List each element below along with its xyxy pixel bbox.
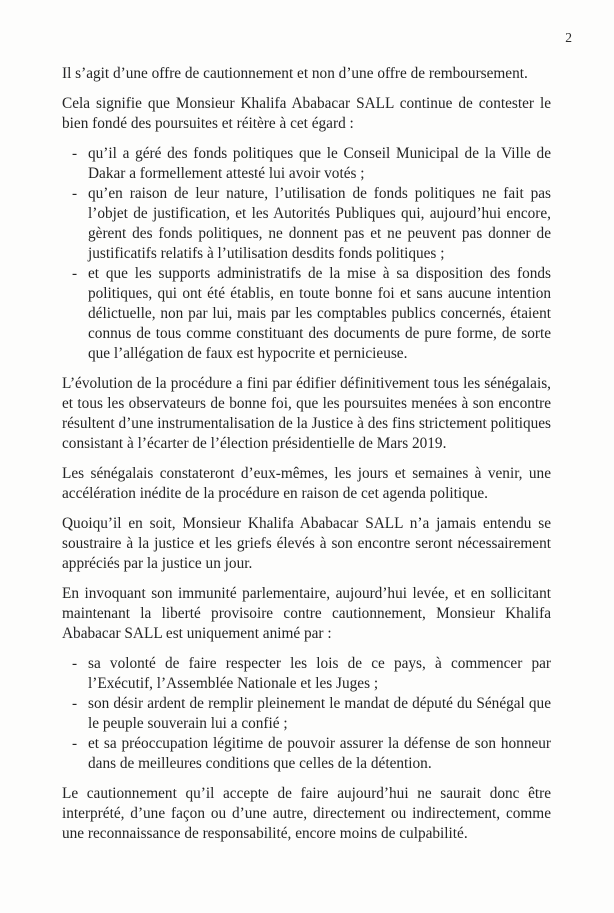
dash-bullet-marker: - [72, 655, 78, 672]
list-item-text: qu’il a géré des fonds politiques que le Conseil Municipal de la Ville de Dakar a formellement attesté lui avoir votés ; [88, 145, 551, 182]
dash-bullet-marker: - [72, 695, 78, 712]
paragraph-acceleration: Les sénégalais constateront d’eux-mêmes, les jours et semaines à venir, une accélération inédite de la procédure en raison de cet agenda politique. [62, 465, 551, 502]
list-item-ground-1 [72, 144, 551, 184]
grounds-list [72, 144, 551, 364]
list-item-motivation-1 [72, 654, 551, 694]
paragraph-contest: Cela signifie que Monsieur Khalifa Ababacar SALL continue de contester le bien fondé des poursuites et réitère à cet égard : [62, 95, 551, 132]
motivations-list [72, 654, 551, 774]
paragraph-invoking: En invoquant son immunité parlementaire, aujourd’hui levée, et en sollicitant maintenant la liberté provisoire contre cautionnement, Monsieur Khalifa Ababacar SALL est uniquement animé par : [62, 585, 551, 642]
list-item-ground-3 [72, 264, 551, 364]
dash-bullet-marker: - [72, 185, 78, 202]
list-item-text: son désir ardent de remplir pleinement le mandat de député du Sénégal que le peuple souverain lui a confié ; [88, 695, 551, 732]
paragraph-quoiquil: Quoiqu’il en soit, Monsieur Khalifa Ababacar SALL n’a jamais entendu se soustraire à la justice et les griefs élevés à son encontre seront nécessairement appréciés par la justice un jour. [62, 515, 551, 572]
list-item-text: sa volonté de faire respecter les lois de ce pays, à commencer par l’Exécutif, l’Assemblée Nationale et les Juges ; [88, 655, 551, 692]
list-item-text: et sa préoccupation légitime de pouvoir assurer la défense de son honneur dans de meilleures conditions que celles de la détention. [88, 735, 551, 772]
list-item-ground-2 [72, 184, 551, 264]
dash-bullet-marker: - [72, 145, 78, 162]
dash-bullet-marker: - [72, 265, 78, 282]
paragraph-caution: Le cautionnement qu’il accepte de faire aujourd’hui ne saurait donc être interprété, d’une façon ou d’une autre, directement ou indirectement, comme une reconnaissance de responsabilité, encore moins de culpabilité. [62, 785, 551, 842]
list-item-text: et que les supports administratifs de la mise à sa disposition des fonds politiques, qui ont été établis, en toute bonne foi et sans aucune intention délictuelle, non par lui, mais par les comptables publics concernés, étaient connus de tous comme constituant des documents de pure forme, de sorte que l’allégation de faux est hypocrite et pernicieuse. [88, 265, 551, 362]
dash-bullet-marker: - [72, 735, 78, 752]
paragraph-evolution: L’évolution de la procédure a fini par édifier définitivement tous les sénégalais, et tous les observateurs de bonne foi, que les poursuites menées à son encontre résultent d’une instrumentalisation de la Justice à des fins strictement politiques consistant à l’écarter de l’élection présidentielle de Mars 2019. [62, 375, 551, 452]
page-number: 2 [565, 30, 572, 45]
paragraph-offer: Il s’agit d’une offre de cautionnement et non d’une offre de remboursement. [62, 65, 528, 82]
list-item-text: qu’en raison de leur nature, l’utilisation de fonds politiques ne fait pas l’objet de justification, et les Autorités Publiques qui, aujourd’hui encore, gèrent des fonds politiques, ne donnent pas et ne peuvent pas donner de justificatifs relatifs à l’utilisation desdits fonds politiques ; [88, 185, 551, 262]
list-item-motivation-2 [72, 694, 551, 734]
list-item-motivation-3 [72, 734, 551, 774]
